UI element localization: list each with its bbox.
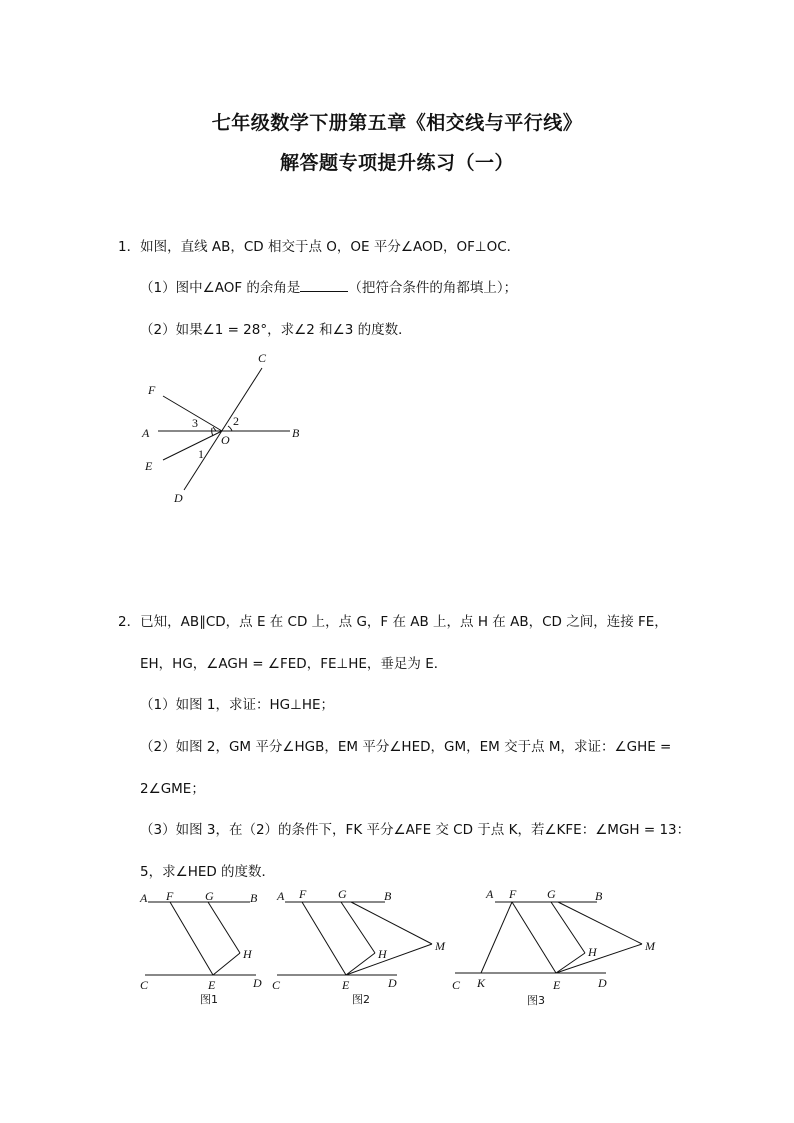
fig1-label-A: A — [140, 891, 148, 905]
fig3-label-E: E — [553, 978, 561, 992]
q2-line-6: （3）如图 3，在（2）的条件下，FK 平分∠AFE 交 CD 于点 K，若∠KFE：∠MGH = 13： — [140, 822, 691, 838]
q1-part1-after: （把符合条件的角都填上）； — [348, 280, 518, 296]
label-O: O — [221, 433, 230, 447]
angle-arc-2 — [228, 426, 232, 431]
q2-figure-3-labels — [452, 887, 656, 1007]
fig2-label-G: G — [338, 887, 347, 901]
fig1-label-E: E — [208, 978, 216, 992]
fig1-label-H: H — [243, 947, 252, 961]
fig1-label-G: G — [205, 889, 214, 903]
q1-figure — [158, 368, 290, 490]
fig3-label-A: A — [486, 887, 494, 901]
fig1-caption: 图1 — [200, 993, 218, 1006]
angle-arc-1 — [212, 428, 213, 436]
fig2-label-E: E — [342, 978, 350, 992]
label-C: C — [258, 351, 267, 365]
label-A: A — [142, 426, 150, 440]
fig3-label-H: H — [588, 945, 597, 959]
fig2-caption: 图2 — [352, 993, 370, 1006]
label-E: E — [145, 459, 153, 473]
fig3-label-F: F — [509, 887, 517, 901]
fig2-label-A: A — [277, 889, 285, 903]
q2-line-3: （1）如图 1，求证：HG⊥HE； — [140, 697, 335, 713]
q2-figure-2-labels — [272, 887, 446, 1006]
fig2-label-M: M — [435, 939, 445, 953]
q1-part1-before: （1）图中∠AOF 的余角是 — [140, 280, 301, 296]
fig3-label-M: M — [645, 939, 655, 953]
fig1-label-D: D — [253, 976, 262, 990]
fig3-label-C: C — [452, 978, 461, 992]
label-B: B — [292, 426, 300, 440]
q2-figure-3 — [455, 902, 642, 973]
label-D: D — [174, 491, 183, 505]
fig1-label-F: F — [166, 889, 174, 903]
q2-line-1: 2．已知，AB∥CD，点 E 在 CD 上，点 G，F 在 AB 上，点 H 在 AB，CD 之间，连接 FE， — [118, 614, 668, 630]
fig2-label-D: D — [388, 976, 397, 990]
fig2-label-B: B — [384, 889, 392, 903]
q1-part2: （2）如果∠1 = 28°，求∠2 和∠3 的度数． — [140, 322, 412, 338]
q2-line-5: 2∠GME； — [140, 781, 205, 797]
q2-figure-1 — [145, 902, 256, 975]
fig3-label-B: B — [595, 889, 603, 903]
q2-line-7: 5，求∠HED 的度数． — [140, 864, 276, 880]
fig3-label-K: K — [477, 976, 486, 990]
q2-line-2: EH，HG，∠AGH = ∠FED，FE⊥HE，垂足为 E． — [140, 656, 448, 672]
label-F: F — [148, 383, 156, 397]
label-angle-3: 3 — [192, 416, 198, 430]
fig3-caption: 图3 — [527, 994, 545, 1007]
fig3-label-D: D — [598, 976, 607, 990]
q1-figure-labels — [141, 351, 300, 505]
doc-title-line-2: 解答题专项提升练习（一） — [279, 152, 514, 174]
q2-figure-1-labels — [139, 889, 262, 1006]
q2-figure-2 — [277, 902, 432, 975]
fig2-label-H: H — [378, 947, 387, 961]
fig2-label-C: C — [272, 978, 281, 992]
fig3-label-G: G — [547, 887, 556, 901]
fig1-label-C: C — [140, 978, 149, 992]
fig2-label-F: F — [299, 887, 307, 901]
q2-line-4: （2）如图 2，GM 平分∠HGB，EM 平分∠HED，GM，EM 交于点 M，求证：∠GHE = — [140, 739, 672, 755]
label-angle-1: 1 — [198, 447, 204, 461]
q1-stem: 1．如图，直线 AB，CD 相交于点 O，OE 平分∠AOD，OF⊥OC． — [118, 239, 521, 255]
label-angle-2: 2 — [233, 414, 239, 428]
doc-title-line-1: 七年级数学下册第五章《相交线与平行线》 — [211, 112, 583, 134]
fig1-label-B: B — [250, 891, 258, 905]
